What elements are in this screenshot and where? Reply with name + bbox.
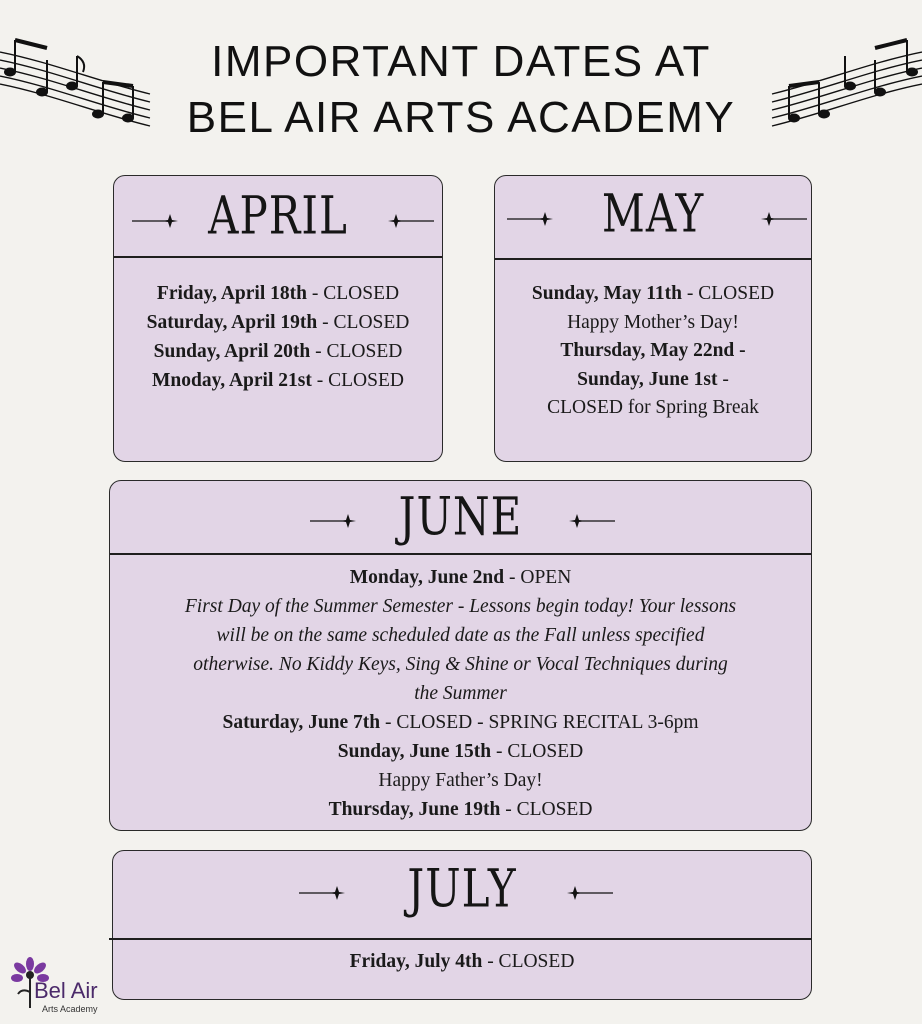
may-entry-2-end [495,366,811,395]
entry-date: Saturday, June 7th [222,712,381,733]
logo-subtitle: Arts Academy [42,1004,98,1014]
entry-status: - CLOSED - SPRING RECITAL 3-6pm [380,712,699,733]
june-entry-1-note-4: the Summer [414,683,507,704]
entry-date: Monday, June 2nd [349,567,505,588]
entry-separator: - [717,368,729,390]
sparkle-right-icon [565,511,615,531]
logo-name: Bel Air [34,978,98,1003]
entry-date: Mnoday, April 21st [152,370,312,391]
june-entry-3-note: Happy Father’s Day! [378,770,543,791]
july-title: JULY [407,857,517,919]
entry-status: - CLOSED [500,799,593,820]
june-entry-4 [110,795,811,824]
may-card [494,175,812,462]
july-divider [109,938,811,940]
entry-date: Friday, April 18th [156,283,307,304]
sparkle-right-icon [384,211,434,231]
entry-date: Sunday, April 20th [153,341,311,362]
april-header [114,176,442,258]
entry-status: - CLOSED [482,951,575,972]
may-entry-2-start [495,337,811,366]
may-header [495,176,811,260]
june-entry-3 [110,737,811,766]
june-title: JUNE [398,485,523,547]
july-header [113,851,811,939]
entry-date: Thursday, May 22nd [560,340,735,361]
june-entry-1 [110,563,811,592]
april-title: APRIL [208,184,348,246]
entry-status: - CLOSED [311,370,404,391]
sparkle-right-icon [757,209,807,229]
title-line-2: BEL AIR ARTS ACADEMY [186,93,736,142]
page-title [0,34,922,146]
april-entry-1 [114,279,442,308]
april-entry-3 [114,337,442,366]
april-entry-4 [114,366,442,395]
entry-date: Sunday, June 15th [337,741,492,762]
april-entry-2 [114,308,442,337]
july-card [112,850,812,1000]
june-header [110,481,811,555]
entry-date: Thursday, June 19th [328,799,501,820]
june-body [110,555,811,824]
june-entry-1-note-1: First Day of the Summer Semester - Lessons begin today! Your lessons [184,596,737,617]
april-card [113,175,443,462]
sparkle-right-icon [563,883,613,903]
entry-status: - CLOSED [491,741,584,762]
june-entry-1-note-3: otherwise. No Kiddy Keys, Sing & Shine or Vocal Techniques during [193,654,728,675]
entry-status: - OPEN [504,567,572,588]
may-entry-1 [495,280,811,309]
entry-date: Saturday, April 19th [146,312,318,333]
entry-separator: - [734,340,746,361]
june-entry-2 [110,708,811,737]
june-card [109,480,812,831]
entry-date: Sunday, June 1st [577,368,718,390]
entry-status: - CLOSED [682,283,775,304]
may-body [495,260,811,423]
entry-status: - CLOSED [310,341,403,362]
entry-date: Friday, July 4th [349,951,483,972]
june-entry-1-note-2: will be on the same scheduled date as the Fall unless specified [216,625,705,646]
may-entry-1-note: Happy Mother’s Day! [567,311,739,333]
academy-logo [8,956,118,1020]
entry-date: Sunday, May 11th [531,283,682,304]
july-body [113,939,811,976]
entry-status: - CLOSED [317,312,410,333]
april-body [114,258,442,395]
entry-status: - CLOSED [306,283,400,304]
title-line-1: IMPORTANT DATES AT [211,37,711,86]
july-entry-1 [113,947,811,976]
may-entry-2-note: CLOSED for Spring Break [547,397,759,418]
may-title: MAY [601,182,705,244]
